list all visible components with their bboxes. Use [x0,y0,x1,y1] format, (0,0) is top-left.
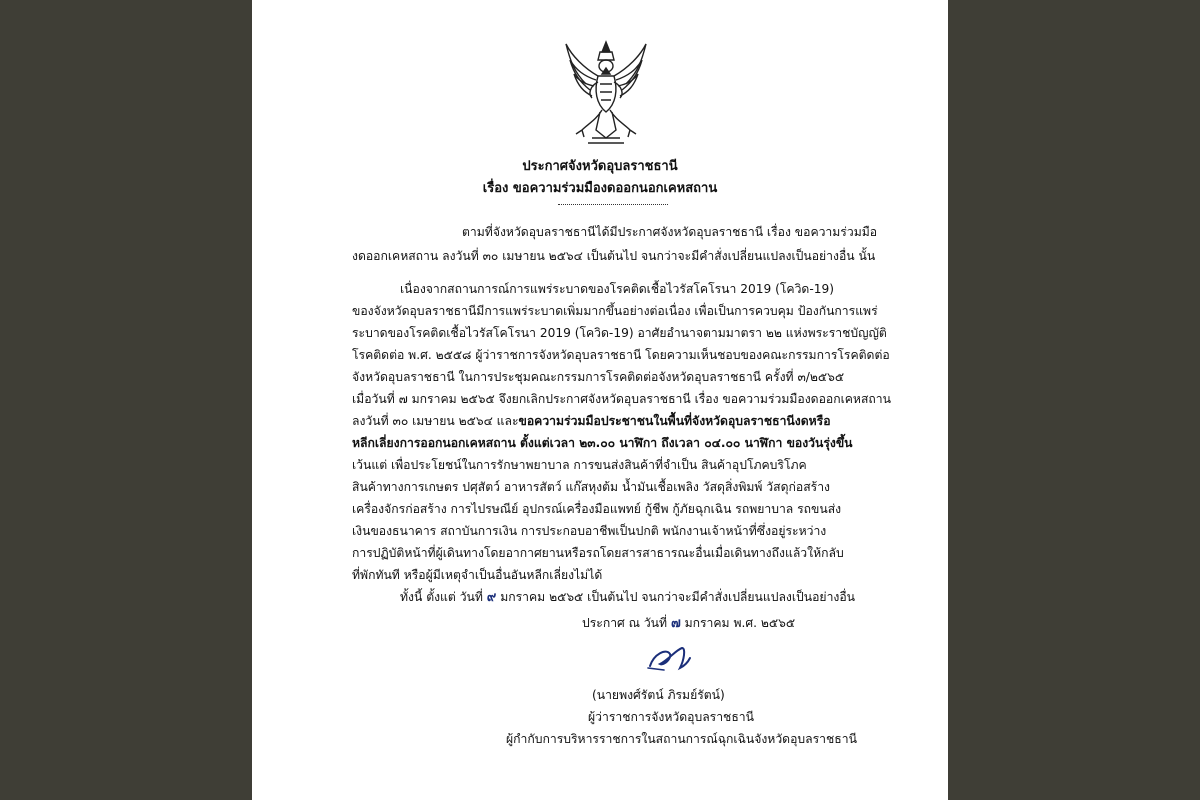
signatory-position: ผู้ว่าราชการจังหวัดอุบลราชธานี [588,710,754,724]
para1-line: งดออกเคหสถาน ลงวันที่ ๓๐ เมษายน ๒๕๖๔ เป็นต้นไป จนกว่าจะมีคำสั่งเปลี่ยนแปลงเป็นอย่างอื่น นั้น [352,249,876,263]
announcement-subject: เรื่อง ขอความร่วมมืองดออกนอกเคหสถาน [482,181,718,196]
exemption-line: เว้นแต่ เพื่อประโยชน์ในการรักษาพยาบาล การขนส่งสินค้าที่จำเป็น สินค้าอุปโภคบริโภค [352,458,807,472]
announced-suffix: มกราคม พ.ศ. ๒๕๖๕ [684,616,796,630]
para2-line: ของจังหวัดอุบลราชธานีมีการแพร่ระบาดเพิ่มมากขึ้นอย่างต่อเนื่อง เพื่อเป็นการควบคุม ป้องกันการแพร่ [352,304,878,318]
announced-prefix: ประกาศ ณ วันที่ [582,616,668,630]
exemption-line: การปฏิบัติหน้าที่ผู้เดินทางโดยอากาศยานหรือรถโดยสารสาธารณะอื่นเมื่อเดินทางถึงแล้วให้กลับ [352,546,844,560]
effective-suffix: มกราคม ๒๕๖๕ เป็นต้นไป จนกว่าจะมีคำสั่งเปลี่ยนแปลงเป็นอย่างอื่น [500,590,856,604]
para2-line-mixed [352,414,831,429]
exemption-line: เครื่องจักรก่อสร้าง การไปรษณีย์ อุปกรณ์เครื่องมือแพทย์ กู้ชีพ กู้ภัยฉุกเฉิน รถพยาบาล รถขนส่ง [352,502,842,516]
announcement-title: ประกาศจังหวัดอุบลราชธานี [522,159,678,174]
para2-line-normal-part: ลงวันที่ ๓๐ เมษายน ๒๕๖๔ และ [352,414,519,428]
signatory-name: (นายพงศ์รัตน์ ภิรมย์รัตน์) [592,688,725,702]
effective-date-line [400,590,855,605]
title-divider [558,204,668,205]
signature-icon [644,640,694,674]
para2-line: จังหวัดอุบลราชธานี ในการประชุมคณะกรรมการโรคติดต่อจังหวัดอุบลราชธานี ครั้งที่ ๓/๒๕๖๕ [352,370,845,384]
announcement-paper [252,0,948,800]
exemption-line: สินค้าทางการเกษตร ปศุสัตว์ อาหารสัตว์ แก๊สหุงต้ม น้ำมันเชื้อเพลิง วัสดุสิ่งพิมพ์ วัสดุก่อสร้าง [352,480,830,494]
para2-line-bold-part: ขอความร่วมมือประชาชนในพื้นที่จังหวัดอุบลราชธานีงดหรือ [518,414,831,428]
curfew-hours-line: หลีกเลี่ยงการออกนอกเคหสถาน ตั้งแต่เวลา ๒๓.๐๐ นาฬิกา ถึงเวลา ๐๔.๐๐ นาฬิกา ของวันรุ่งขึ้น [352,436,853,450]
para2-line: เมื่อวันที่ ๗ มกราคม ๒๕๖๕ จึงยกเลิกประกาศจังหวัดอุบลราชธานี เรื่อง ขอความร่วมมืองดออกเคหสถาน [352,392,891,406]
exemption-line: ที่พักทันที หรือผู้มีเหตุจำเป็นอื่นอันหลีกเลี่ยงไม่ได้ [352,568,603,582]
signatory-role: ผู้กำกับการบริหารราชการในสถานการณ์ฉุกเฉินจังหวัดอุบลราชธานี [506,732,857,746]
garuda-emblem-icon [562,38,650,148]
exemption-line: เงินของธนาคาร สถาบันการเงิน การประกอบอาชีพเป็นปกติ พนักงานเจ้าหน้าที่ซึ่งอยู่ระหว่าง [352,524,827,538]
announced-day-handwritten: ๗ [670,616,681,631]
effective-day-handwritten: ๙ [486,590,497,605]
para2-line: ระบาดของโรคติดเชื้อไวรัสโคโรนา 2019 (โควิด-19) อาศัยอำนาจตามมาตรา ๒๒ แห่งพระราชบัญญัติ [352,326,887,340]
para2-line: เนื่องจากสถานการณ์การแพร่ระบาดของโรคติดเชื้อไวรัสโคโรนา 2019 (โควิด-19) [400,282,834,296]
announced-date-line [582,616,795,631]
para2-line: โรคติดต่อ พ.ศ. ๒๕๕๘ ผู้ว่าราชการจังหวัดอุบลราชธานี โดยความเห็นชอบของคณะกรรมการโรคติดต่อ [352,348,890,362]
para1-line: ตามที่จังหวัดอุบลราชธานีได้มีประกาศจังหวัดอุบลราชธานี เรื่อง ขอความร่วมมือ [462,225,878,239]
effective-prefix: ทั้งนี้ ตั้งแต่ วันที่ [400,590,483,604]
